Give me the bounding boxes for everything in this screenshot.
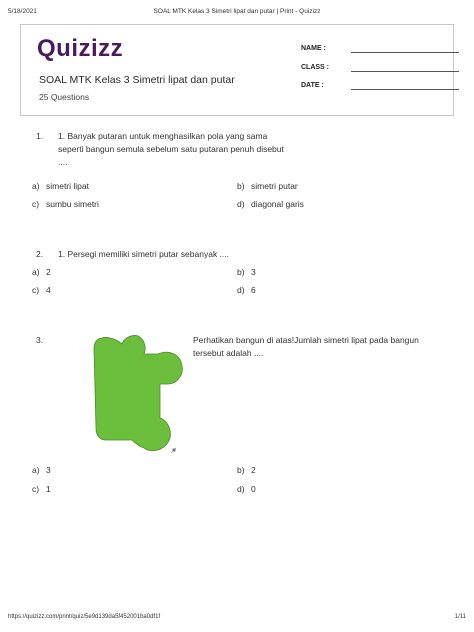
class-label: CLASS : bbox=[301, 64, 329, 71]
question-text: 1. Banyak putaran untuk menghasilkan pola yang sama seperti bangun semula sebelum satu putaran penuh disebut .... bbox=[58, 131, 284, 167]
option-a: a) 2 bbox=[32, 267, 51, 277]
option-a: a) 3 bbox=[32, 465, 51, 475]
option-d: d) 6 bbox=[237, 285, 256, 295]
class-line bbox=[351, 71, 459, 72]
page-url[interactable]: https://quizizz.com/print/quiz/5e9d139da5f452001ba0df1f bbox=[8, 614, 161, 620]
print-header bbox=[8, 8, 466, 18]
page-number: 1/11 bbox=[454, 614, 466, 620]
option-d: d) 0 bbox=[237, 484, 256, 494]
logo-text: Quizizz bbox=[37, 35, 124, 61]
option-c: c) 1 bbox=[32, 484, 51, 494]
option-c: c) 4 bbox=[32, 285, 51, 295]
question-number: 2. bbox=[36, 249, 44, 259]
small-mark-icon bbox=[171, 448, 176, 453]
name-label: NAME : bbox=[301, 45, 326, 52]
question-number: 3. bbox=[36, 335, 44, 345]
question-number: 1. bbox=[36, 131, 44, 141]
option-b: b) 2 bbox=[237, 465, 256, 475]
option-b: b) 3 bbox=[237, 267, 256, 277]
quiz-header bbox=[20, 24, 454, 116]
quiz-title: SOAL MTK Kelas 3 Simetri lipat dan putar bbox=[39, 74, 235, 86]
option-a: a) simetri lipat bbox=[32, 181, 89, 191]
question-count: 25 Questions bbox=[39, 92, 90, 102]
option-c: c) sumbu simetri bbox=[32, 199, 99, 209]
date-line bbox=[351, 89, 459, 90]
question-text: 1. Persegi memiliki simetri putar sebanyak .... bbox=[58, 249, 230, 259]
name-line bbox=[351, 52, 459, 53]
option-b: b) simetri putar bbox=[237, 181, 298, 191]
print-date: 5/18/2021 bbox=[8, 8, 37, 15]
option-d: d) diagonal garis bbox=[237, 199, 304, 209]
quizizz-logo bbox=[37, 35, 147, 61]
green-shape bbox=[94, 335, 182, 450]
print-title: SOAL MTK Kelas 3 Simetri lipat dan putar | Print - Quizizz bbox=[153, 8, 321, 15]
date-label: DATE : bbox=[301, 82, 324, 89]
green-shape-figure bbox=[88, 332, 188, 462]
question-text: Perhatikan bangun di atas!Jumlah simetri lipat pada bangun tersebut adalah .... bbox=[193, 335, 419, 358]
